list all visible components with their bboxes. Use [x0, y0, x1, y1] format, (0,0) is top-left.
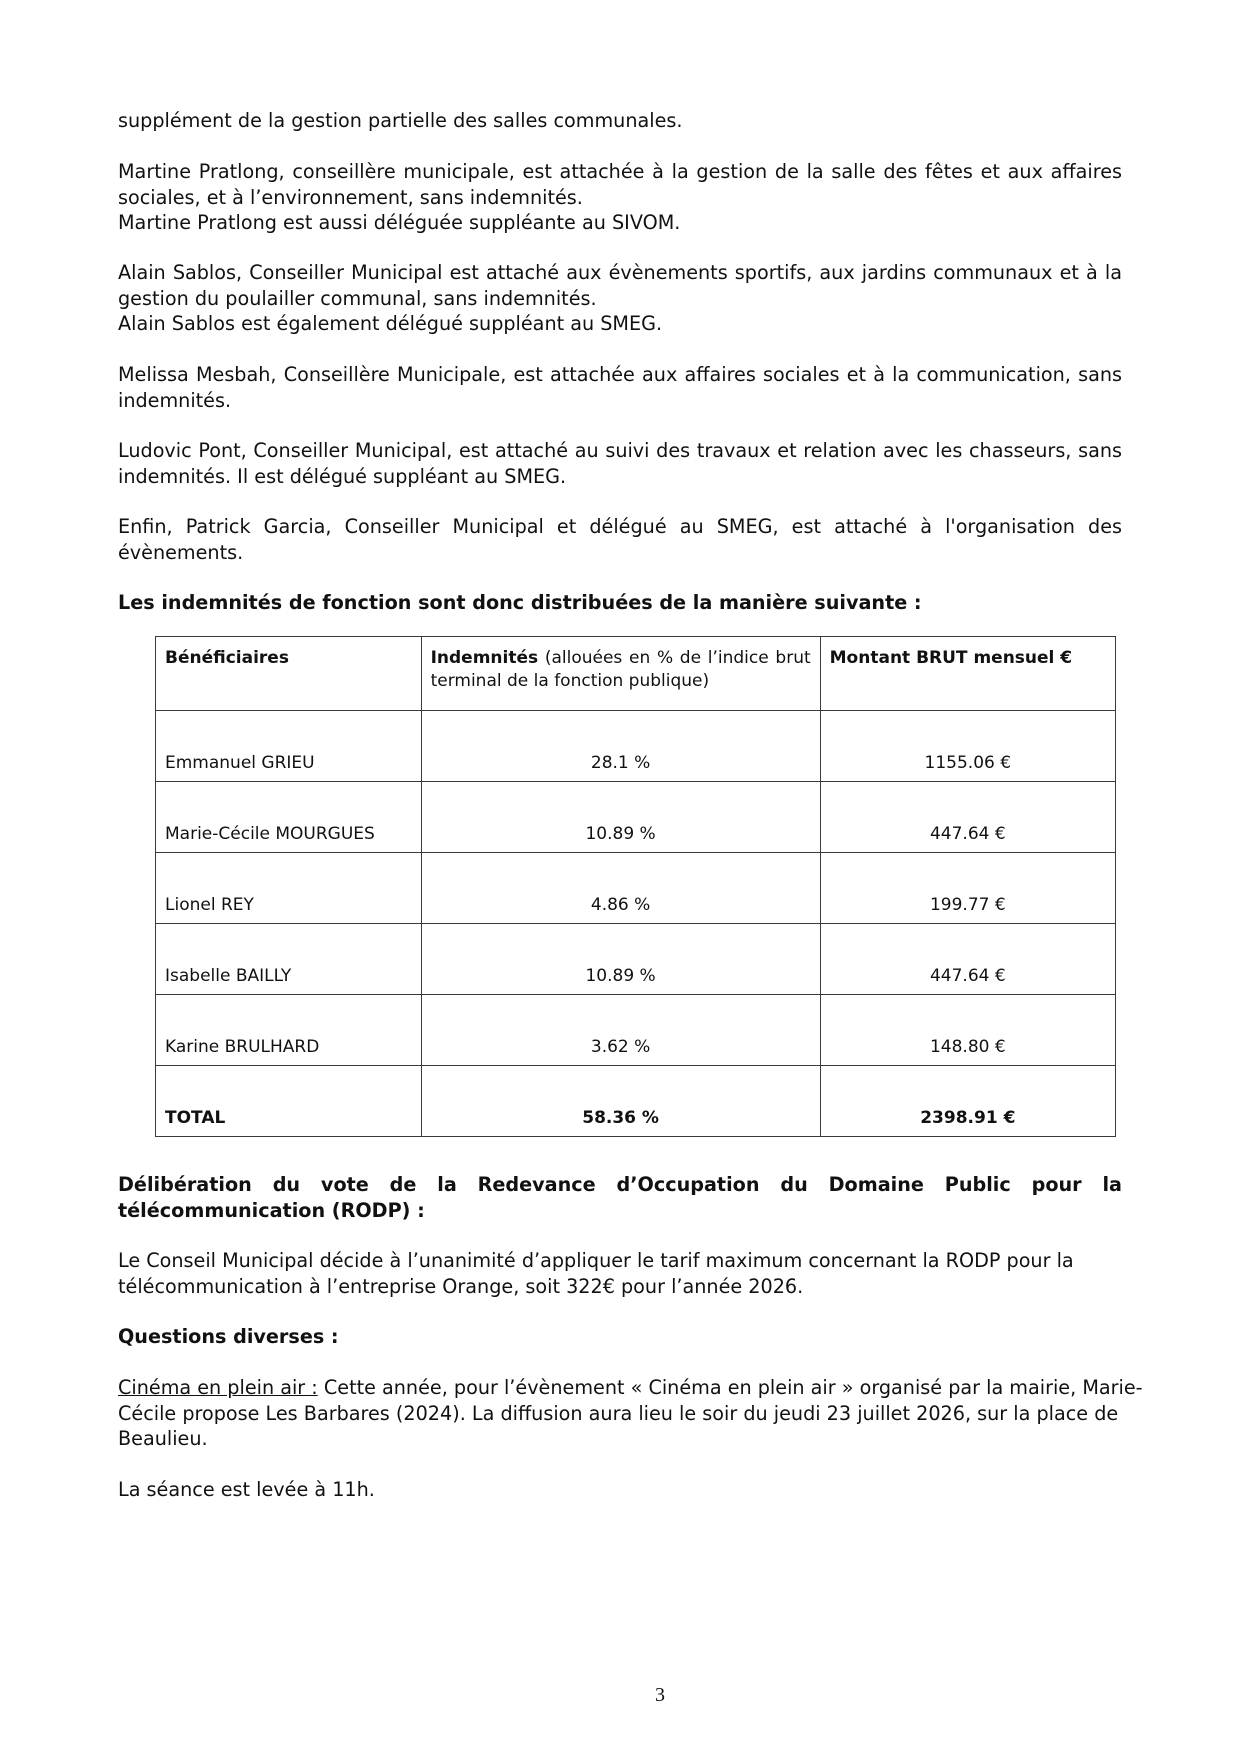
cell-percent: 3.62 %: [421, 995, 820, 1066]
cell-name: Lionel REY: [156, 853, 422, 924]
table-row: [156, 711, 1116, 782]
header-text: Bénéficiaires: [165, 648, 289, 668]
table-header-row: [156, 637, 1116, 711]
table-row: [156, 853, 1116, 924]
cell-percent: 28.1 %: [421, 711, 820, 782]
cell-name: Emmanuel GRIEU: [156, 711, 422, 782]
header-amount: [820, 637, 1115, 711]
closing-statement: La séance est levée à 11h.: [118, 1478, 375, 1501]
cell-total-amount: 2398.91 €: [820, 1066, 1115, 1137]
paragraph-martine-pratlong: [118, 159, 1122, 236]
indemnities-table: [155, 636, 1116, 1137]
cell-amount: 447.64 €: [820, 924, 1115, 995]
paragraph-text: Martine Pratlong, conseillère municipale, est attachée à la gestion de la salle des fêtes et aux affaires sociales, et à l’environnement, sans indemnités.: [118, 160, 1122, 209]
questions-heading: Questions diverses :: [118, 1325, 339, 1348]
cell-amount: 1155.06 €: [820, 711, 1115, 782]
cell-amount: 148.80 €: [820, 995, 1115, 1066]
cinema-body: Cette année, pour l’évènement « Cinéma en plein air » organisé par la mairie, Marie-Cécile propose Les Barbares (2024). La diffusion aura lieu le soir du jeudi 23 juillet 2026, sur la place de Beaulieu.: [118, 1376, 1143, 1450]
cell-name: Karine BRULHARD: [156, 995, 422, 1066]
table-row: [156, 924, 1116, 995]
header-indemnities: [421, 637, 820, 711]
cell-amount: 447.64 €: [820, 782, 1115, 853]
page-number: 3: [655, 1684, 665, 1706]
indemnities-heading: Les indemnités de fonction sont donc distribuées de la manière suivante :: [118, 591, 922, 614]
table-total-row: [156, 1066, 1116, 1137]
paragraph-salles-communales: supplément de la gestion partielle des salles communales.: [118, 109, 683, 132]
paragraph-ludovic-pont: Ludovic Pont, Conseiller Municipal, est attaché au suivi des travaux et relation avec les chasseurs, sans indemnités. Il est délégué suppléant au SMEG.: [118, 439, 1122, 488]
paragraph-text: Martine Pratlong est aussi déléguée suppléante au SIVOM.: [118, 211, 681, 234]
cell-name: Marie-Cécile MOURGUES: [156, 782, 422, 853]
cell-percent: 10.89 %: [421, 782, 820, 853]
cell-name: Isabelle BAILLY: [156, 924, 422, 995]
header-text: (allouées en % de l’indice brut terminal de la fonction publique): [430, 648, 811, 691]
paragraph-text: Alain Sablos, Conseiller Municipal est attaché aux évènements sportifs, aux jardins communaux et à la gestion du poulailler communal, sans indemnités.: [118, 261, 1122, 310]
cinema-label: Cinéma en plein air :: [118, 1376, 318, 1399]
paragraph-cinema: [118, 1375, 1152, 1452]
header-text-bold: Indemnités: [430, 648, 539, 668]
header-text: Montant BRUT mensuel €: [829, 648, 1073, 668]
paragraph-alain-sablos: [118, 260, 1122, 337]
paragraph-melissa-mesbah: Melissa Mesbah, Conseillère Municipale, est attachée aux affaires sociales et à la communication, sans indemnités.: [118, 363, 1122, 412]
cell-total-label: TOTAL: [156, 1066, 422, 1137]
header-beneficiaries: [156, 637, 422, 711]
rodp-heading: Délibération du vote de la Redevance d’Occupation du Domaine Public pour la télécommunication (RODP) :: [118, 1173, 1122, 1222]
rodp-body: Le Conseil Municipal décide à l’unanimité d’appliquer le tarif maximum concernant la RODP pour la télécommunication à l’entreprise Orange, soit 322€ pour l’année 2026.: [118, 1249, 1074, 1298]
paragraph-patrick-garcia: Enfin, Patrick Garcia, Conseiller Municipal et délégué au SMEG, est attaché à l'organisation des évènements.: [118, 515, 1122, 564]
table-row: [156, 995, 1116, 1066]
cell-percent: 4.86 %: [421, 853, 820, 924]
table-row: [156, 782, 1116, 853]
paragraph-text: Alain Sablos est également délégué suppléant au SMEG.: [118, 312, 663, 335]
cell-total-percent: 58.36 %: [421, 1066, 820, 1137]
cell-amount: 199.77 €: [820, 853, 1115, 924]
cell-percent: 10.89 %: [421, 924, 820, 995]
